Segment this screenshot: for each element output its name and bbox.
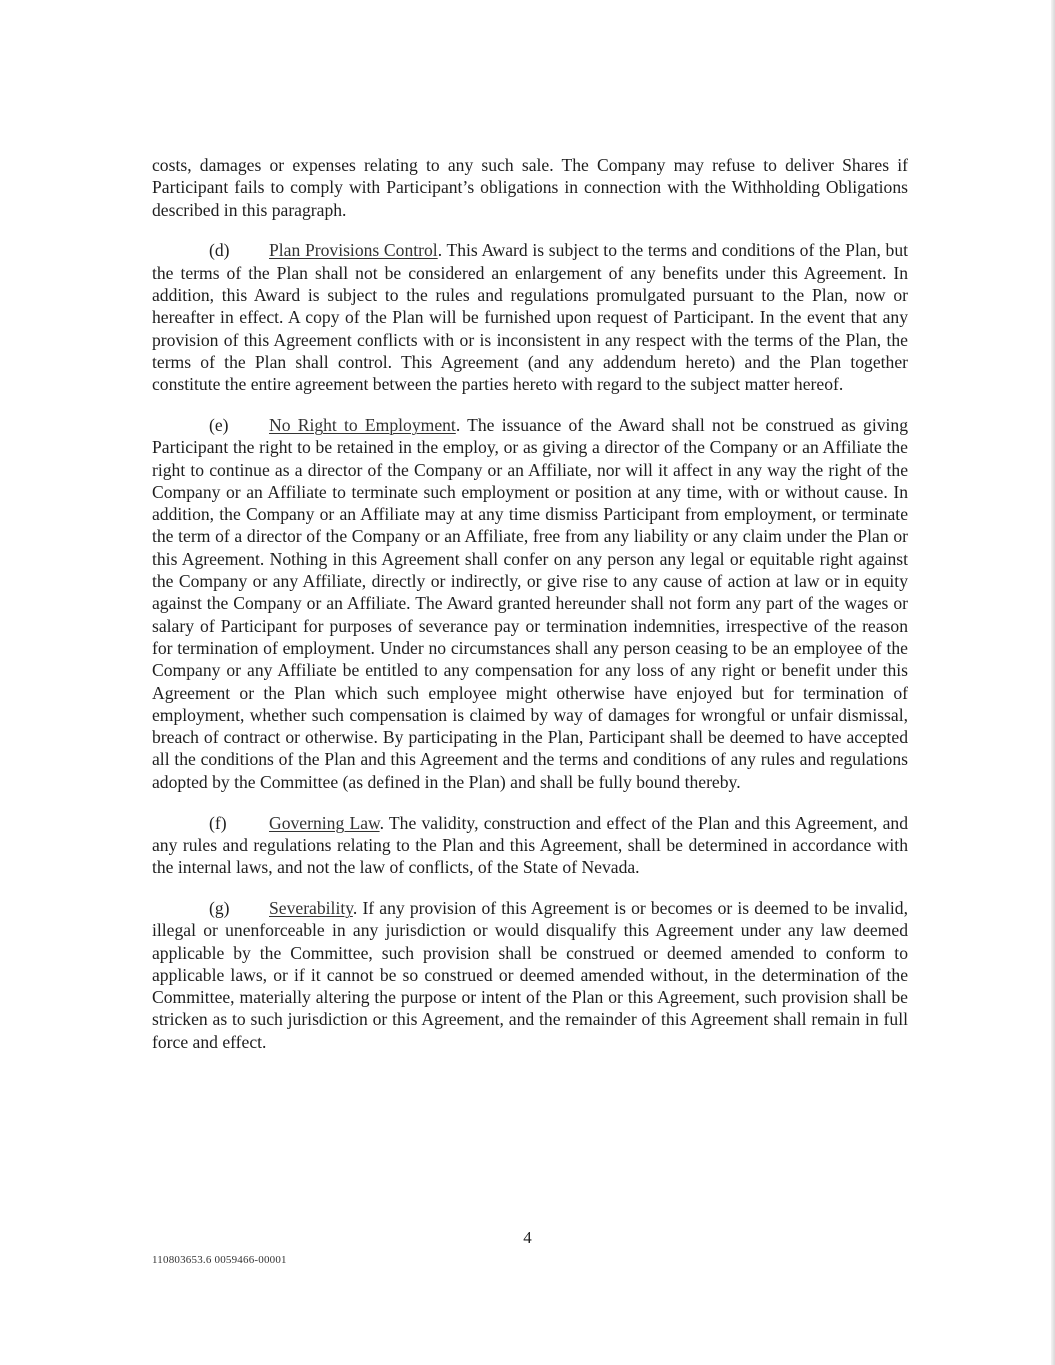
section-heading: Governing Law (269, 812, 380, 833)
section-body: This Award is subject to the terms and conditions of the Plan, but the terms of the Plan shall not be considered an enlargement of any benefits under this Agreement. In addition, this Award is subject to the rules and regulations promulgated pursuant to the Plan, now or hereafter in effect. A copy of the Plan will be furnished upon request of Participant. In the event that any provision of this Agreement conflicts with or is inconsistent in any respect with the terms of the Plan, the terms of the Plan shall control. This Agreement (and any addendum hereto) and the Plan together constitute the entire agreement between the parties hereto with regard to the subject matter hereof. (152, 240, 909, 395)
document-id: 110803653.6 0059466-00001 (152, 1254, 287, 1266)
section-heading: Severability (269, 897, 353, 918)
section-heading: Plan Provisions Control (269, 240, 438, 261)
section-e-paragraph: (e) No Right to Employment. The issuance of the Award shall not be construed as giving Participant the right to be retained in the employ, or as giving a director of the Company or an Affiliate the right to continue as a director of the Company or an Affiliate, nor will it affect in any way the right of the Company or an Affiliate to terminate such employment or position at any time, with or without cause. In addition, the Company or an Affiliate may at any time dismiss Participant from employment, or terminate the term of a director of the Company or an Affiliate, free from any liability or any claim under the Plan or this Agreement. Nothing in this Agreement shall confer on any person any legal or equitable right against the Company or any Affiliate, directly or indirectly, or give rise to any cause of action at law or in equity against the Company or an Affiliate. The Award granted hereunder shall not form any part of the wages or salary of Participant for purposes of severance pay or termination indemnities, irrespective of the reason for termination of employment. Under no circumstances shall any person ceasing to be an employee of the Company or any Affiliate be entitled to any compensation for any loss of any right or benefit under this Agreement or the Plan which such employee might otherwise have enjoyed but for termination of employment, whether such compensation is claimed by way of damages for wrongful or unfair dismissal, breach of contract or otherwise. By participating in the Plan, Participant shall be deemed to have accepted all the conditions of the Plan and this Agreement and the terms and conditions of any rules and regulations adopted by the Committee (as defined in the Plan) and shall be fully bound thereby. (152, 414, 908, 792)
section-label: (f) (209, 812, 227, 833)
page-number: 4 (523, 1228, 532, 1247)
scan-edge (1051, 0, 1055, 1365)
section-body: If any provision of this Agreement is or becomes or is deemed to be invalid, illegal or unenforceable in any jurisdiction or would disqualify this Agreement under any law deemed applicable by the Committee, such provision shall be construed or deemed amended to conform to applicable laws, or if it cannot be so construed or deemed amended without, in the determination of the Committee, materially altering the purpose or intent of the Plan or this Agreement, such provision shall be stricken as to such jurisdiction or this Agreement, and the remainder of this Agreement shall remain in full force and effect. (152, 897, 909, 1052)
section-heading: No Right to Employment (269, 414, 456, 435)
section-label: (e) (209, 414, 229, 435)
section-body: The issuance of the Award shall not be construed as giving Participant the right to be retained in the employ, or as giving a director of the Company or an Affiliate the right to continue as a director of the Company or an Affiliate, nor will it affect in any way the right of the Company or an Affiliate to terminate such employment or position at any time, with or without cause. In addition, the Company or an Affiliate may at any time dismiss Participant from employment, or terminate the term of a director of the Company or an Affiliate, free from any liability or any claim under the Plan or this Agreement. Nothing in this Agreement shall confer on any person any legal or equitable right against the Company or any Affiliate, directly or indirectly, or give rise to any cause of action at law or in equity against the Company or an Affiliate. The Award granted hereunder shall not form any part of the wages or salary of Participant for purposes of severance pay or termination indemnities, irrespective of the reason for termination of employment. Under no circumstances shall any person ceasing to be an employee of the Company or any Affiliate be entitled to any compensation for any loss of any right or benefit under this Agreement or the Plan which such employee might otherwise have enjoyed but for termination of employment, whether such compensation is claimed by way of damages for wrongful or unfair dismissal, breach of contract or otherwise. By participating in the Plan, Participant shall be deemed to have accepted all the conditions of the Plan and this Agreement and the terms and conditions of any rules and regulations adopted by the Committee (as defined in the Plan) and shall be fully bound thereby. (152, 414, 908, 792)
section-d-paragraph: (d) Plan Provisions Control. This Award is subject to the terms and conditions of the Plan, but the terms of the Plan shall not be considered an enlargement of any benefits under this Agreement. In addition, this Award is subject to the rules and regulations promulgated pursuant to the Plan, now or hereafter in effect. A copy of the Plan will be furnished upon request of Participant. In the event that any provision of this Agreement conflicts with or is inconsistent in any respect with the terms of the Plan, the terms of the Plan shall control. This Agreement (and any addendum hereto) and the Plan together constitute the entire agreement between the parties hereto with regard to the subject matter hereof. (152, 240, 909, 395)
section-body: The validity, construction and effect of the Plan and this Agreement, and any rules and regulations relating to the Plan and this Agreement, shall be determined in accordance with the internal laws, and not the law of conflicts, of the State of Nevada. (152, 812, 909, 878)
document-body (152, 154, 908, 1071)
section-f-paragraph: (f) Governing Law. The validity, construction and effect of the Plan and this Agreement, and any rules and regulations relating to the Plan and this Agreement, shall be determined in accordance with the internal laws, and not the law of conflicts, of the State of Nevada. (152, 812, 909, 878)
continuation-paragraph: costs, damages or expenses relating to any such sale. The Company may refuse to deliver Shares if Participant fails to comply with Participant’s obligations in connection with the Withholding Obligations described in this paragraph. (152, 155, 908, 220)
section-label: (g) (209, 897, 230, 918)
section-label: (d) (209, 240, 230, 261)
section-g-paragraph: (g) Severability. If any provision of this Agreement is or becomes or is deemed to be invalid, illegal or unenforceable in any jurisdiction or would disqualify this Agreement under any law deemed applicable by the Committee, such provision shall be construed or deemed amended to conform to applicable laws, or if it cannot be so construed or deemed amended without, in the determination of the Committee, materially altering the purpose or intent of the Plan or this Agreement, such provision shall be stricken as to such jurisdiction or this Agreement, and the remainder of this Agreement shall remain in full force and effect. (152, 897, 909, 1052)
